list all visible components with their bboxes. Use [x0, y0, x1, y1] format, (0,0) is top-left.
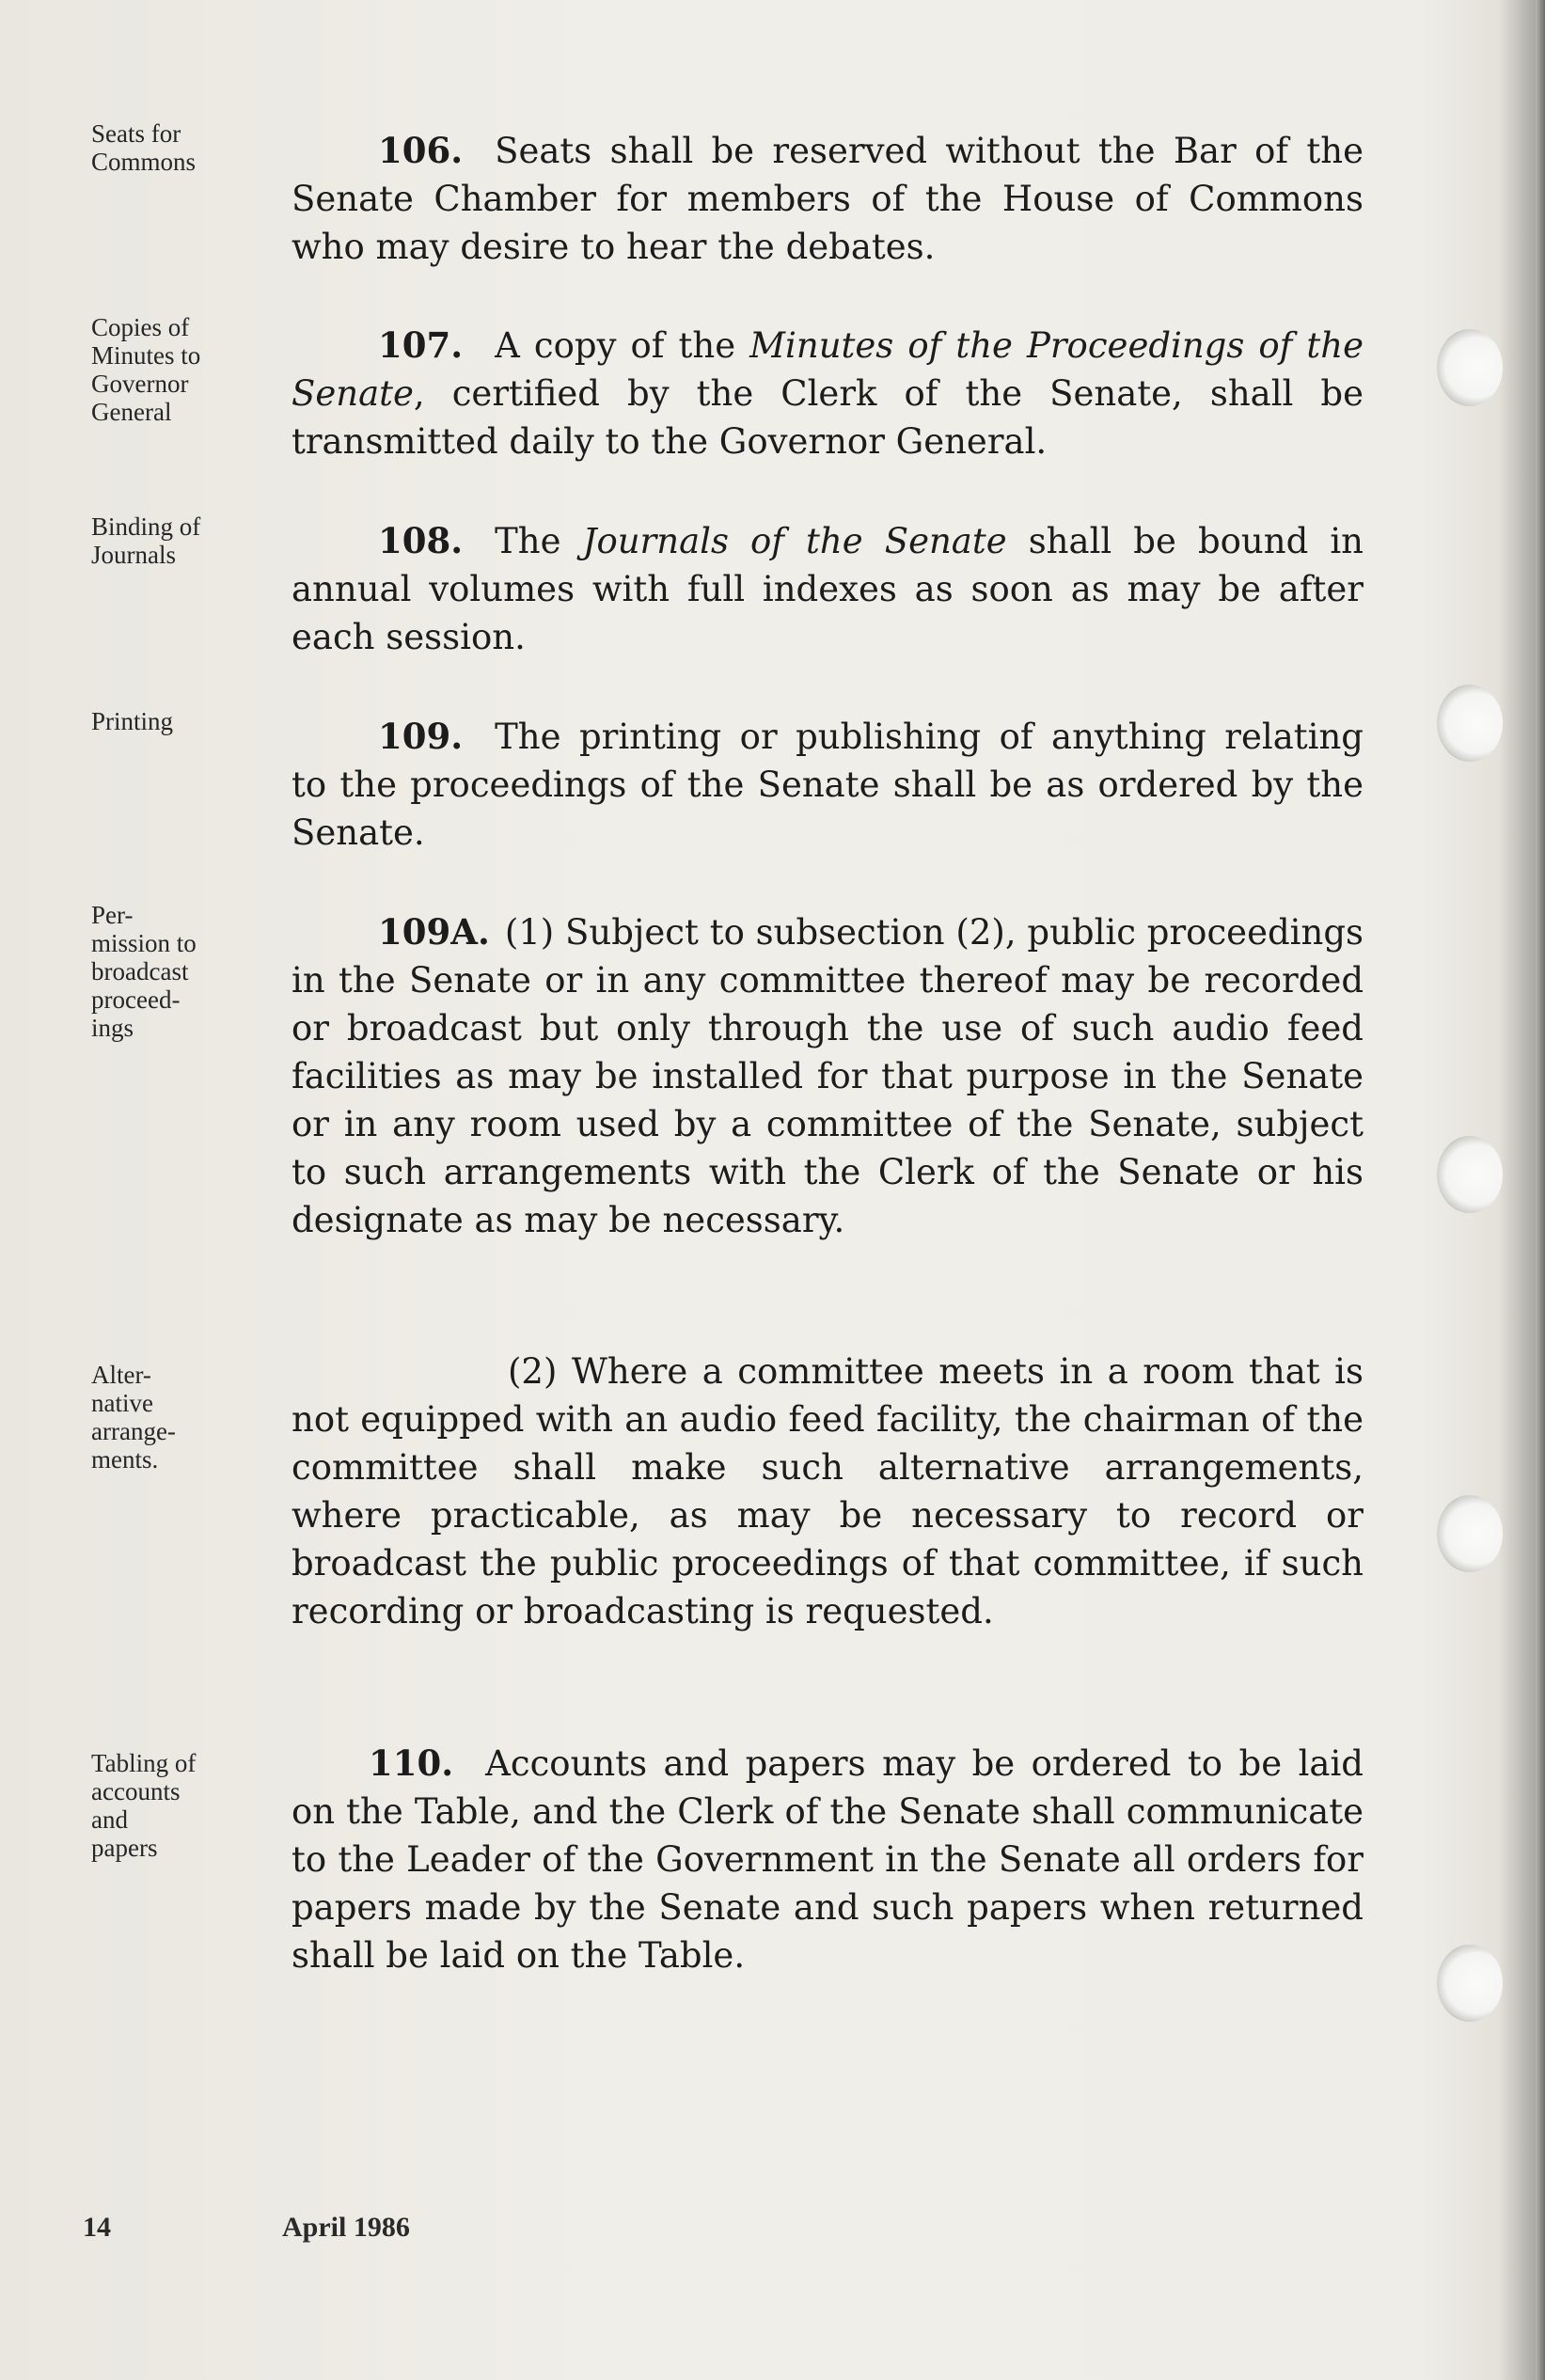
page-number: 14 — [83, 2212, 111, 2243]
rule-number: 110. — [369, 1742, 454, 1784]
footer-date: April 1986 — [282, 2212, 410, 2243]
binder-hole — [1437, 1945, 1503, 2022]
rule-number: 109. — [378, 716, 464, 757]
binder-hole — [1437, 1495, 1503, 1572]
rule-text: The — [495, 521, 583, 561]
binder-hole — [1437, 329, 1503, 406]
rule-109 — [292, 713, 1364, 857]
rule-text: (1) Subject to subsection (2), public proceedings in the Senate or in any committee thereof may be recorded or broadcast but only through the use of such audio feed facilities as may be installed for that purpose in the Senate or in any room used by a committee of the Senate, subject to such arrangements with the Clerk of the Senate or his designate as may be necessary. — [292, 912, 1364, 1240]
rule-text-italic: Journals of the Senate — [582, 521, 1007, 561]
rule-number: 107. — [378, 324, 464, 366]
rule-text: Accounts and papers may be ordered to be laid on the Table, and the Clerk of the Senate shall communicate to the Leader of the Government in the Senate all orders for papers made by the Senate and such papers when returned shall be laid on the Table. — [292, 1743, 1364, 1976]
binder-hole — [1437, 685, 1503, 762]
rule-106 — [292, 127, 1364, 271]
margin-note-seats-for-commons: Seats for Commons — [91, 119, 197, 176]
margin-note-tabling-of-accounts: Tabling of accounts and papers — [91, 1749, 197, 1862]
rule-text: The printing or publishing of anything relating to the proceedings of the Senate shall be as ordered by the Senate. — [292, 717, 1364, 853]
rule-109a-subsection-2: (2) Where a committee meets in a room that is not equipped with an audio feed facility, the chairman of the committee shall make such alternative arrangements, where practicable, as may be necessary to record or broadcast the public proceedings of that committee, if such recording or broadcasting is requested. — [292, 1351, 1364, 1631]
rule-text: Seats shall be reserved without the Bar of the Senate Chamber for members of the House of Commons who may desire to hear the debates. — [292, 131, 1364, 267]
margin-note-permission-to-broadcast: Per- mission to broadcast proceed- ings — [91, 901, 197, 1042]
binder-hole — [1437, 1136, 1503, 1213]
margin-note-binding-of-journals: Binding of Journals — [91, 512, 201, 569]
rule-text: , certified by the Clerk of the Senate, shall be transmitted daily to the Governor General. — [292, 373, 1364, 462]
margin-note-copies-of-minutes: Copies of Minutes to Governor General — [91, 313, 201, 426]
rule-text: shall be bound in annual volumes with full indexes as soon as may be after each session. — [292, 521, 1364, 657]
margin-note-alternative-arrangements: Alter- native arrange- ments. — [91, 1361, 176, 1474]
rule-109a — [292, 908, 1364, 1244]
rule-107 — [292, 322, 1364, 465]
rule-108 — [292, 517, 1364, 661]
rule-text: A copy of the — [495, 325, 750, 366]
page-edge-shadow — [1536, 0, 1545, 2380]
margin-note-printing: Printing — [91, 707, 174, 735]
rule-110 — [292, 1740, 1364, 1979]
rule-text-italic: Minutes of the Proceedings of the Senate — [292, 325, 1364, 414]
rule-number: 109A. — [378, 911, 490, 953]
rule-number: 106. — [378, 130, 464, 171]
rule-number: 108. — [378, 520, 464, 561]
